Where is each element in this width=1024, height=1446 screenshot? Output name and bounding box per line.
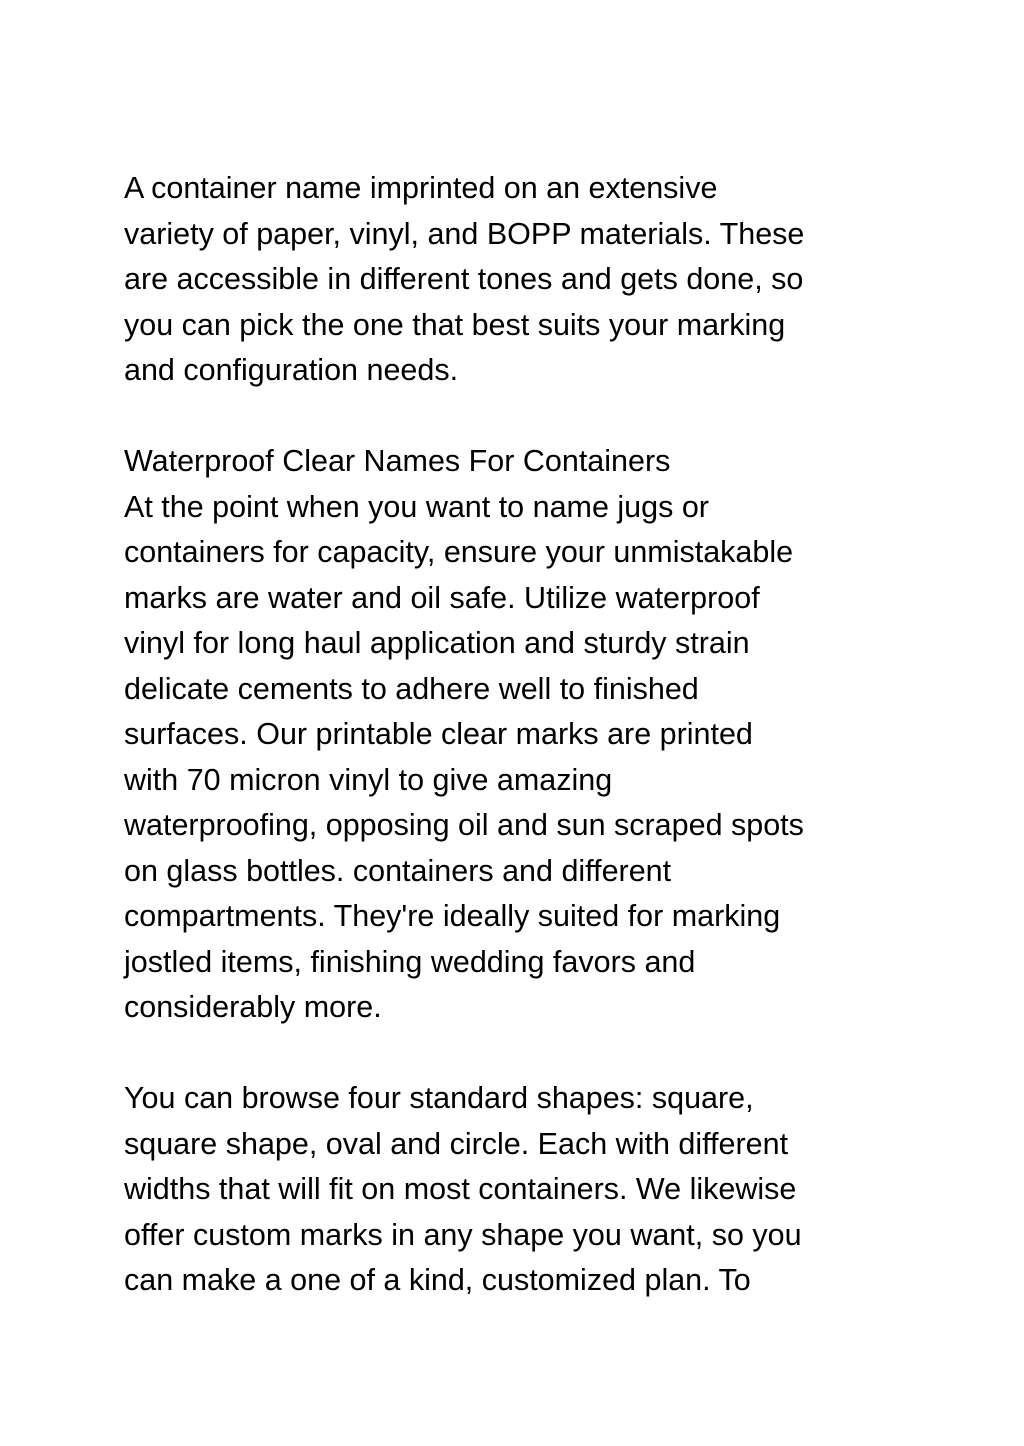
text-line: You can browse four standard shapes: square, xyxy=(124,1081,754,1115)
text-line: variety of paper, vinyl, and BOPP materials. These xyxy=(124,216,805,251)
text-line: surfaces. Our printable clear marks are printed xyxy=(124,717,753,751)
text-line: compartments. They're ideally suited for marking xyxy=(124,899,781,933)
text-line: A container name imprinted on an extensive xyxy=(124,171,718,205)
text-line: vinyl for long haul application and sturdy strain xyxy=(124,626,750,660)
document-page xyxy=(124,166,904,1304)
text-line: square shape, oval and circle. Each with different xyxy=(124,1126,789,1161)
text-line: widths that will fit on most containers. We likewise xyxy=(124,1172,797,1206)
text-line: with 70 micron vinyl to give amazing xyxy=(124,762,613,797)
paragraph-spacer xyxy=(124,394,904,440)
text-line: delicate cements to adhere well to finished xyxy=(124,671,699,706)
text-line: marks are water and oil safe. Utilize waterproof xyxy=(124,580,760,615)
waterproof-paragraph xyxy=(124,485,904,1031)
text-line: you can pick the one that best suits your marking xyxy=(124,307,786,342)
text-line: offer custom marks in any shape you want, so you xyxy=(124,1217,802,1252)
text-line: on glass bottles. containers and different xyxy=(124,853,672,888)
text-line: waterproofing, opposing oil and sun scraped spots xyxy=(124,808,804,842)
shapes-paragraph xyxy=(124,1076,904,1304)
paragraph-spacer xyxy=(124,1031,904,1077)
text-line: containers for capacity, ensure your unmistakable xyxy=(124,535,794,569)
text-line: At the point when you want to name jugs or xyxy=(124,489,709,524)
text-line: considerably more. xyxy=(124,990,382,1024)
text-line: and configuration needs. xyxy=(124,353,459,387)
text-line: jostled items, finishing wedding favors and xyxy=(124,944,696,979)
section-heading: Waterproof Clear Names For Containers xyxy=(124,444,671,478)
intro-paragraph xyxy=(124,166,904,394)
text-line: are accessible in different tones and gets done, so xyxy=(124,262,804,296)
text-line: can make a one of a kind, customized plan. To xyxy=(124,1263,751,1297)
